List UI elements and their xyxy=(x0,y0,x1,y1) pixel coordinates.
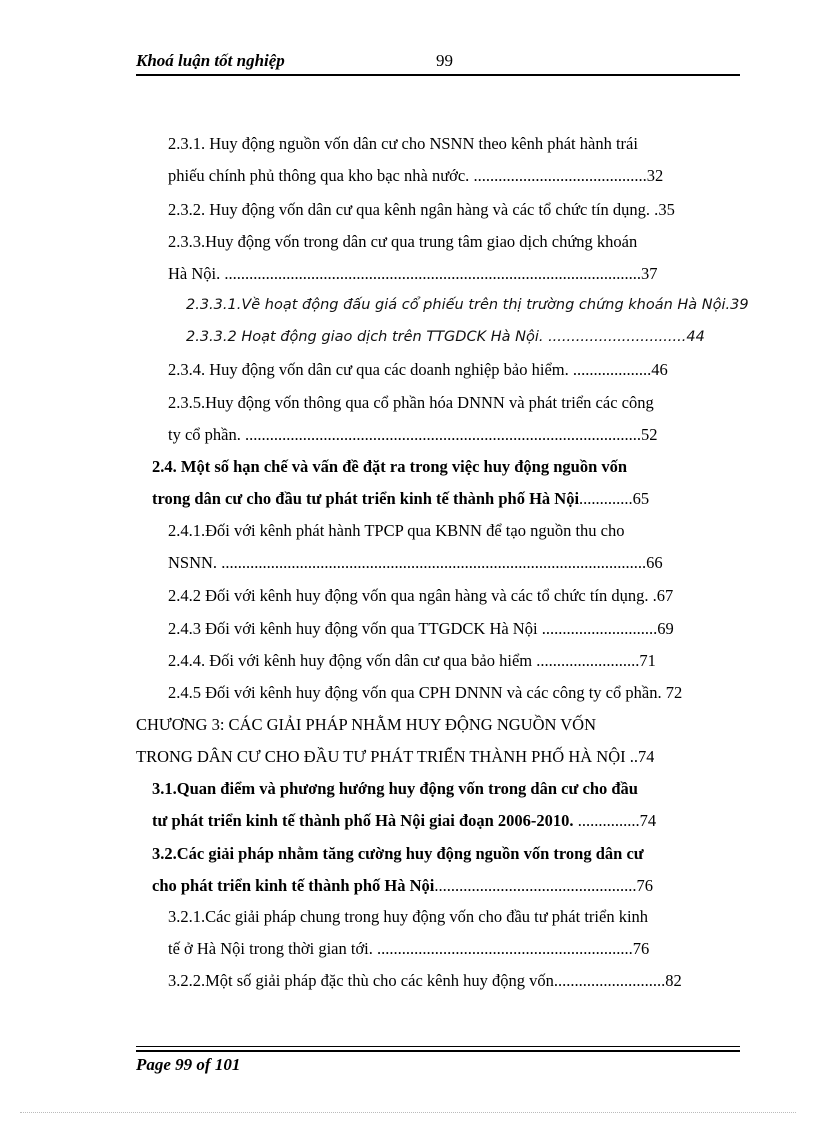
toc-line: tư phát triển kinh tế thành phố Hà Nội giai đoạn 2006-2010. ...............74 xyxy=(152,811,657,830)
toc-line: ty cổ phần. ................................................................................................52 xyxy=(168,425,658,444)
toc-line: phiếu chính phủ thông qua kho bạc nhà nước. ..........................................32 xyxy=(168,166,664,185)
toc-line: 2.3.4. Huy động vốn dân cư qua các doanh nghiệp bảo hiểm. ...................46 xyxy=(168,360,668,379)
toc-line: NSNN. .......................................................................................................66 xyxy=(168,553,663,572)
toc-line: Hà Nội. .....................................................................................................37 xyxy=(168,264,658,283)
toc-line: 2.3.3.Huy động vốn trong dân cư qua trung tâm giao dịch chứng khoán xyxy=(168,232,638,251)
toc-line: 2.4.2 Đối với kênh huy động vốn qua ngân hàng và các tổ chức tín dụng. .67 xyxy=(168,586,674,605)
toc-line: 3.2.2.Một số giải pháp đặc thù cho các kênh huy động vốn...........................82 xyxy=(168,971,682,990)
toc-line: 2.4.4. Đối với kênh huy động vốn dân cư qua bảo hiểm .........................71 xyxy=(168,651,656,670)
page-footer: Page 99 of 101 xyxy=(136,1055,241,1074)
toc-chapter-line: CHƯƠNG 3: CÁC GIẢI PHÁP NHẰM HUY ĐỘNG NGUỒN VỐN xyxy=(136,715,596,734)
toc-line: 2.3.2. Huy động vốn dân cư qua kênh ngân hàng và các tổ chức tín dụng. .35 xyxy=(168,200,675,219)
toc-line: 2.4. Một số hạn chế và vấn đề đặt ra trong việc huy động nguồn vốn xyxy=(152,457,628,476)
toc-line: tế ở Hà Nội trong thời gian tới. ..............................................................76 xyxy=(168,939,650,958)
header-page-number: 99 xyxy=(436,51,453,70)
toc-line: 2.4.1.Đối với kênh phát hành TPCP qua KBNN để tạo nguồn thu cho xyxy=(168,521,625,540)
toc-line: 3.2.Các giải pháp nhằm tăng cường huy động nguồn vốn trong dân cư xyxy=(152,844,644,863)
toc-line: 2.3.1. Huy động nguồn vốn dân cư cho NSNN theo kênh phát hành trái xyxy=(168,134,638,153)
toc-chapter-line: TRONG DÂN CƯ CHO ĐẦU TƯ PHÁT TRIỂN THÀNH PHỐ HÀ NỘI ..74 xyxy=(136,747,655,766)
toc-line: 2.4.3 Đối với kênh huy động vốn qua TTGDCK Hà Nội ............................69 xyxy=(168,619,674,638)
toc-line: 3.1.Quan điểm và phương hướng huy động vốn trong dân cư cho đầu xyxy=(152,779,638,798)
toc-line: 2.3.5.Huy động vốn thông qua cổ phần hóa DNNN và phát triển các công xyxy=(168,393,654,412)
toc-line: cho phát triển kinh tế thành phố Hà Nội.................................................76 xyxy=(152,876,654,895)
toc-line: 3.2.1.Các giải pháp chung trong huy động vốn cho đầu tư phát triển kinh xyxy=(168,907,649,926)
header-title: Khoá luận tốt nghiệp xyxy=(136,51,285,70)
footer-rule xyxy=(136,1050,740,1052)
toc-line: 2.4.5 Đối với kênh huy động vốn qua CPH DNNN và các công ty cổ phần. 72 xyxy=(168,683,683,702)
footer-rule xyxy=(136,1046,740,1047)
toc-line: 2.3.3.1.Về hoạt động đấu giá cổ phiếu trên thị trường chứng khoán Hà Nội.39 xyxy=(186,297,749,313)
toc-line: trong dân cư cho đầu tư phát triển kinh tế thành phố Hà Nội.............65 xyxy=(152,489,650,508)
page-edge-dots xyxy=(20,1112,796,1113)
toc-line: 2.3.3.2 Hoạt động giao dịch trên TTGDCK Hà Nội. ..............................44 xyxy=(186,329,705,345)
page-header xyxy=(136,48,740,76)
